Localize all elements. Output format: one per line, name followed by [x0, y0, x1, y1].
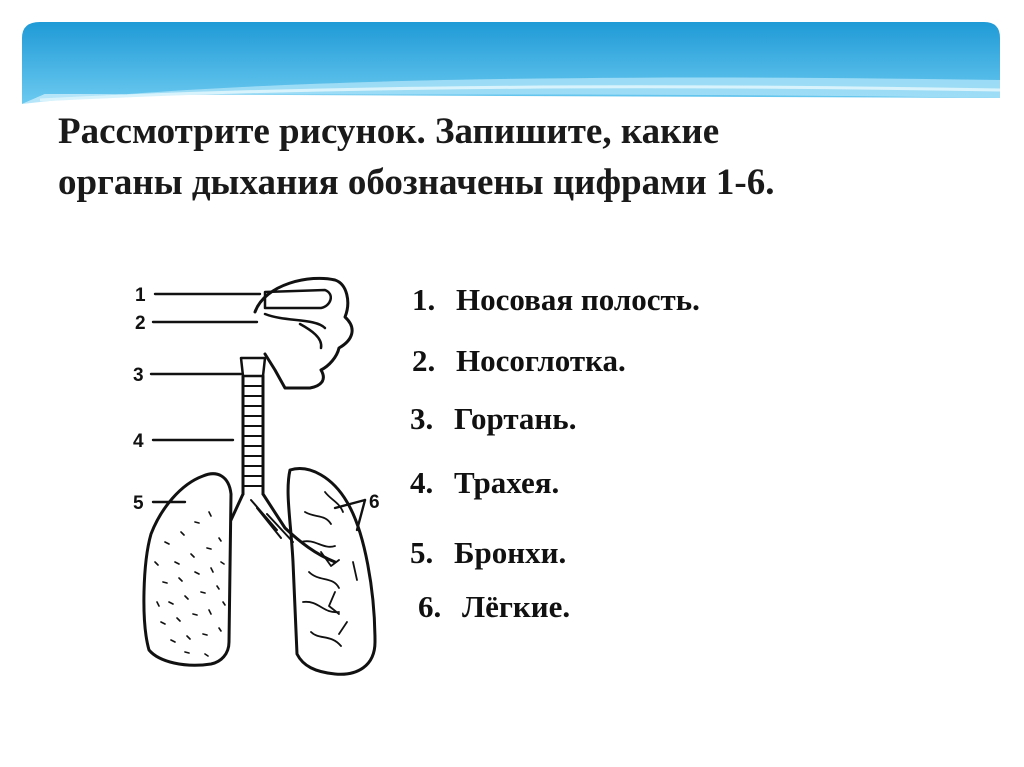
label-4: 4 — [133, 431, 144, 452]
title-line-1: Рассмотрите рисунок. Запишите, какие — [58, 111, 720, 152]
diagram-labels — [133, 285, 380, 514]
answer-text: Носовая полость. — [456, 282, 700, 317]
right-lung — [288, 469, 375, 675]
trachea — [243, 376, 263, 494]
label-1: 1 — [135, 285, 146, 306]
answer-number: 6. — [418, 589, 442, 624]
slide-title — [58, 106, 978, 208]
answer-item — [418, 589, 570, 625]
answer-number: 3. — [410, 401, 434, 436]
respiratory-system-diagram — [125, 262, 390, 702]
answer-number: 1. — [412, 282, 436, 317]
label-3: 3 — [133, 365, 144, 386]
answer-text: Лёгкие. — [462, 589, 571, 624]
bronchi — [231, 494, 335, 562]
header-banner — [0, 0, 1024, 110]
label-2: 2 — [135, 313, 146, 334]
head-outline — [255, 278, 352, 388]
answer-number: 2. — [412, 343, 436, 378]
answer-text: Трахея. — [454, 465, 560, 500]
answer-item — [410, 535, 566, 571]
label-6: 6 — [369, 492, 380, 513]
answer-number: 5. — [410, 535, 434, 570]
answer-text: Носоглотка. — [456, 343, 626, 378]
pointer-lines — [151, 294, 365, 530]
answer-text: Бронхи. — [454, 535, 567, 570]
answer-item — [412, 282, 700, 318]
answer-text: Гортань. — [454, 401, 577, 436]
answer-item — [410, 401, 576, 437]
answer-item — [410, 465, 559, 501]
answer-number: 4. — [410, 465, 434, 500]
title-line-2: органы дыхания обозначены цифрами 1-6. — [58, 162, 775, 203]
larynx — [241, 358, 265, 376]
answer-item — [412, 343, 626, 379]
label-5: 5 — [133, 493, 144, 514]
